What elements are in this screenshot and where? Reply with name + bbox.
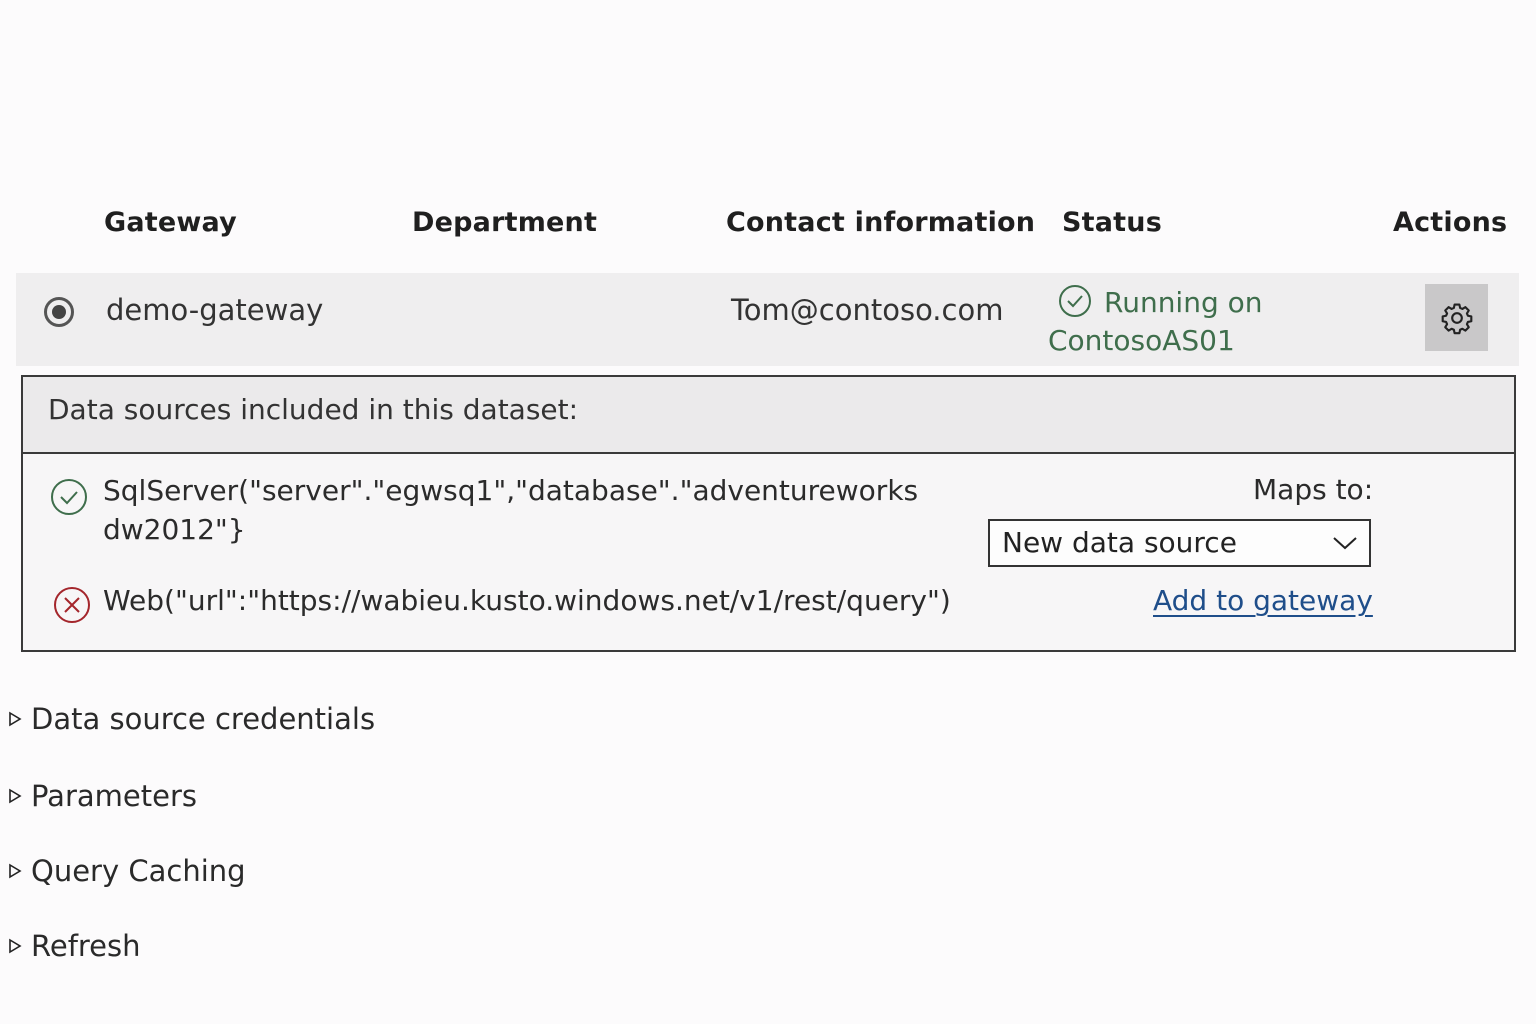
- section-label: Data source credentials: [31, 702, 376, 736]
- maps-to-label: Maps to:: [1253, 473, 1374, 506]
- gear-icon: [1440, 301, 1474, 335]
- section-label: Parameters: [31, 779, 197, 813]
- section-refresh[interactable]: [8, 929, 141, 963]
- contact-information: Tom@contoso.com: [731, 293, 1004, 327]
- gateway-name: demo-gateway: [106, 293, 324, 327]
- section-query-caching[interactable]: [8, 854, 246, 888]
- expand-triangle-icon: [8, 710, 22, 728]
- status-server: ContosoAS01: [1048, 324, 1235, 357]
- data-sources-header: [23, 377, 1514, 454]
- section-data-source-credentials[interactable]: [8, 702, 375, 736]
- expand-triangle-icon: [8, 787, 22, 805]
- status-text: Running on: [1104, 286, 1263, 319]
- data-source-web: Web("url":"https://wabieu.kusto.windows.net/v1/rest/query"): [103, 584, 951, 617]
- expand-triangle-icon: [8, 937, 22, 955]
- section-label: Query Caching: [31, 854, 246, 888]
- error-circle-icon: [53, 586, 91, 624]
- data-sources-title: Data sources included in this dataset:: [48, 393, 579, 426]
- column-header-gateway: Gateway: [104, 207, 237, 238]
- column-header-contact: Contact information: [726, 207, 1036, 238]
- maps-to-dropdown[interactable]: [988, 519, 1371, 567]
- data-sources-panel: [21, 375, 1516, 652]
- chevron-down-icon: [1331, 531, 1359, 555]
- column-header-department: Department: [412, 207, 598, 238]
- column-header-status: Status: [1062, 207, 1162, 238]
- section-parameters[interactable]: [8, 779, 197, 813]
- column-header-actions: Actions: [1393, 207, 1508, 238]
- expand-triangle-icon: [8, 862, 22, 880]
- section-label: Refresh: [31, 929, 141, 963]
- gateway-row[interactable]: [16, 273, 1519, 366]
- add-to-gateway-link[interactable]: Add to gateway: [1153, 584, 1373, 617]
- check-circle-icon: [50, 478, 88, 516]
- check-circle-icon: [1058, 284, 1092, 318]
- maps-to-selected-value: New data source: [1002, 526, 1237, 559]
- data-source-sqlserver: SqlServer("server"."egwsq1","database"."adventureworks dw2012"}: [103, 474, 919, 546]
- gateway-radio-button[interactable]: [44, 297, 74, 327]
- gateway-settings-button[interactable]: [1425, 284, 1488, 351]
